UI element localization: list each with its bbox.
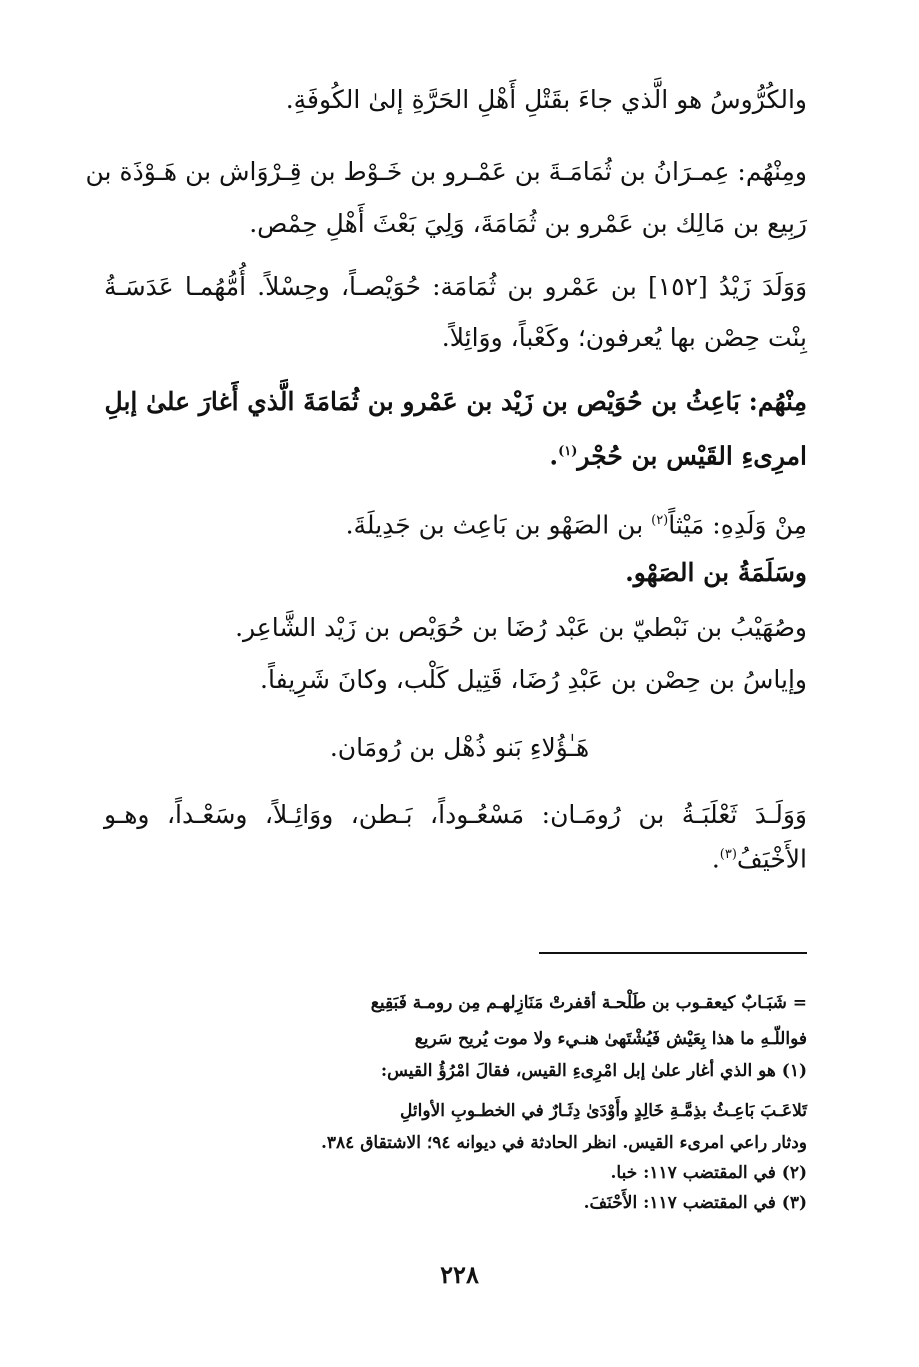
text-run: . [549,441,559,471]
text-run: مِنْ وَلَدِهِ: مَيْثاً [668,510,807,540]
footnote-ref: (٣) [719,847,737,862]
text-line: وصُهَيْبُ بن نَبْطيّ بن عَبْد رُضَا بن حُوَيْص بن زَيْد الشَّاعِر. [235,613,807,642]
footnote-line: (٣) في المقتضب ١١٧: الأَحْنَفَ. [583,1193,807,1213]
text-line: وَوَلَدَ زَيْدُ [١٥٢] بن عَمْرو بن ثُمَامَة: حُوَيْصـاً، وحِسْلاً. أُمُّهُمـا عَدَسَـةُ [104,272,808,301]
text-run: . [711,844,720,874]
text-line [104,503,807,543]
text-line: وإياسُ بن حِصْن بن عَبْدِ رُضَا، قَتِيل كَلْب، وكانَ شَرِيفاً. [260,665,807,694]
text-line [104,837,807,877]
footnote-line: (١) هو الذي أغار علىٰ إبل امْرِىءِ القيس، فقالَ امْرُؤُ القيس: [380,1061,807,1081]
footnote-ref: (١) [558,444,578,459]
footnote-line: تَلاعَـبَ بَاعِـثُ بذِمَّـةِ خَالِدٍ وأَوْدَىٰ دِثَـارٌ في الخطـوبِ الأوائلِ [400,1101,807,1121]
page-number: ٢٢٨ [440,1260,479,1289]
footnote-line: ودثار راعي امرىء القيس. انظر الحادثة في ديوانه ٩٤؛ الاشتقاق ٣٨٤. [320,1133,807,1153]
text-line: رَبِيع بن مَالِك بن عَمْرو بن ثُمَامَةَ، وَلِيَ بَعْثَ أَهْلِ حِمْص. [249,209,807,238]
footnote-ref: (٢) [651,513,669,528]
text-line: وَوَلَـدَ ثَعْلَبَـةُ بن رُومَـان: مَسْعُـوداً، بَـطن، ووَائِـلاً، وسَعْـداً، وهـو [104,800,807,829]
text-line: مِنْهُم: بَاعِثُ بن حُوَيْص بن زَيْد بن عَمْرو بن ثُمَامَةَ الَّذي أَغارَ علىٰ إبلِ [104,387,807,416]
text-line: والكُرُّوسُ هو الَّذي جاءَ بقَتْلِ أَهْلِ الحَرَّةِ إلىٰ الكُوفَةِ. [285,85,807,114]
text-line [104,434,807,474]
footnote-line: = شَبَـابٌ كيعقـوب بن طَلْحـة أقفرتْ مَنَازِلهـم مِن رومـة فَبَقِيع [370,993,807,1013]
text-run: الأَخْيَفُ [736,844,807,874]
text-line: وسَلَمَةُ بن الصَهْو. [625,558,807,587]
text-line: هَـٰؤُلاءِ بَنو ذُهْل بن رُومَان. [329,733,590,762]
text-line: بِنْت حِصْن بها يُعرفون؛ وكَعْباً، ووَائِلاً. [441,323,807,352]
footnote-separator [539,952,807,954]
text-run: بن الصَهْو بن بَاعِث بن جَدِيلَةَ. [345,510,652,540]
footnote-line: (٢) في المقتضب ١١٧: خبا. [610,1163,807,1183]
text-run: امرِىءِ القَيْس بن حُجْر [577,441,807,471]
text-line: ومِنْهُم: عِمـرَانُ بن ثُمَامَـةَ بن عَمْـرو بن خَـوْط بن قِـرْوَاش بن هَـوْذَة بن [85,157,807,186]
footnote-line: فواللّـهِ ما هذا بِعَيْش فَيُشْتَهىٰ هنـيء ولا موت يُريح سَريع [414,1029,807,1049]
